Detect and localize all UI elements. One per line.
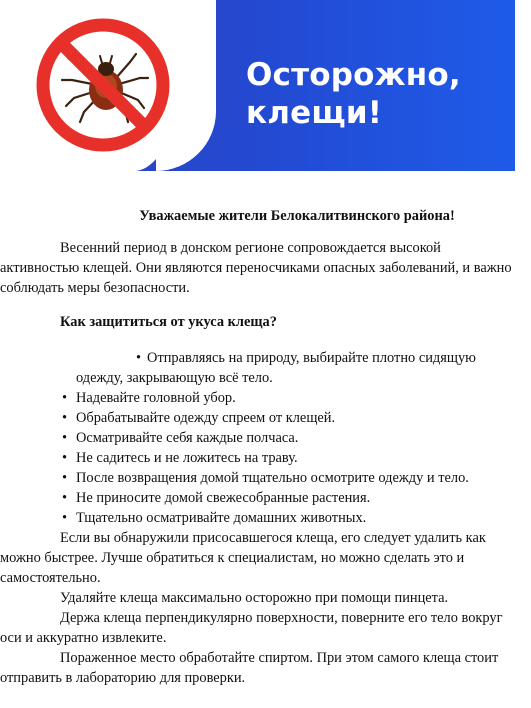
- list-item: • Осматривайте себя каждые полчаса.: [60, 428, 520, 448]
- no-tick-icon: [24, 6, 182, 164]
- intro-paragraph: Весенний период в донском регионе сопровождается высокой активностью клещей. Они являются переносчиками опасных заболеваний, и важно соблюдать меры безопасности.: [0, 240, 512, 296]
- paragraph-removal: Если вы обнаружили присосавшегося клеща, его следует удалить как можно быстрее. Лучше обратиться к специалистам, но можно сделать это и самостоятельно.: [0, 530, 486, 586]
- greeting: Уважаемые жители Белокалитвинского района!: [139, 208, 455, 224]
- tips-list: [60, 348, 520, 528]
- list-item: • Тщательно осматривайте домашних животных.: [60, 508, 520, 528]
- banner-title: [246, 56, 461, 132]
- list-item: • Отправляясь на природу, выбирайте плотно сидящую одежду, закрывающую всё тело.: [60, 348, 520, 388]
- list-item: • Надевайте головной убор.: [60, 388, 520, 408]
- list-item: • Обрабатывайте одежду спреем от клещей.: [60, 408, 520, 428]
- banner-title-line2: клещи!: [246, 95, 383, 131]
- paragraph-tweezers: Удаляйте клеща максимально осторожно при помощи пинцета.: [60, 590, 449, 606]
- subheading: Как защититься от укуса клеща?: [60, 314, 277, 330]
- banner-title-line1: Осторожно,: [246, 57, 461, 93]
- document-body: [0, 206, 520, 688]
- paragraph-disinfect: Пораженное место обработайте спиртом. При этом самого клеща стоит отправить в лабораторию для проверки.: [0, 650, 499, 686]
- paragraph-rotate: Держа клеща перпендикулярно поверхности, поверните его тело вокруг оси и аккуратно извлеките.: [0, 610, 503, 646]
- header-banner: [16, 0, 515, 171]
- list-item: • Не садитесь и не ложитесь на траву.: [60, 448, 520, 468]
- list-item: • После возвращения домой тщательно осмотрите одежду и тело.: [60, 468, 520, 488]
- list-item: • Не приносите домой свежесобранные растения.: [60, 488, 520, 508]
